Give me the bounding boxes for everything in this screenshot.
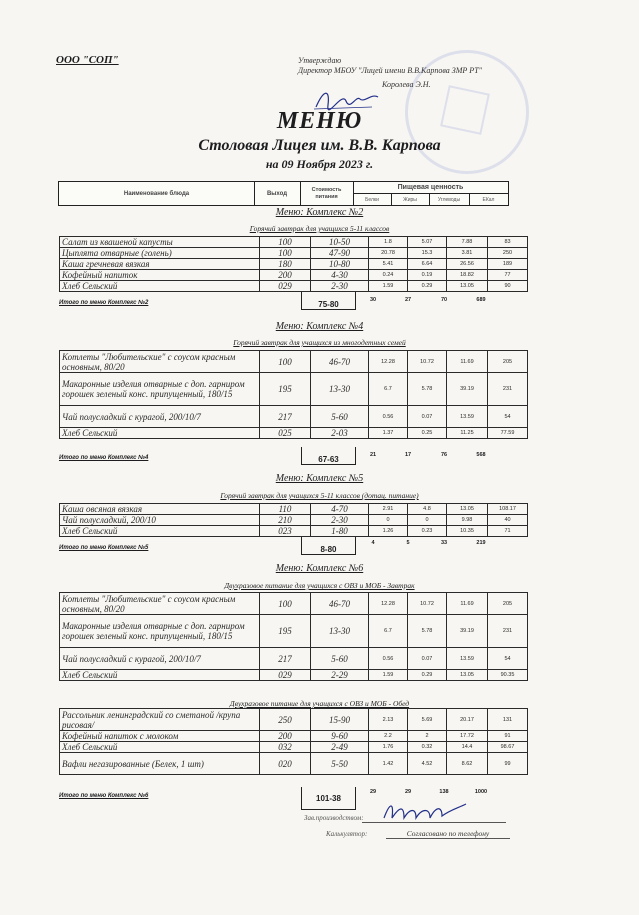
dish-proteins: 0.56 <box>369 648 408 670</box>
dish-fats: 5.69 <box>408 709 447 731</box>
production-head-signature <box>380 800 470 824</box>
total-carbs: 33 <box>440 540 448 546</box>
dish-output: 217 <box>260 648 311 670</box>
dish-kcal: 77 <box>488 270 528 281</box>
dish-fats: 0.29 <box>408 670 447 681</box>
dish-kcal: 108.17 <box>488 504 528 515</box>
table-row <box>60 259 528 270</box>
dish-name: Макаронные изделия отварные с доп. гарниром горошек зеленый конс. припущенный, 180/15 <box>60 615 260 648</box>
dish-proteins: 2.2 <box>369 731 408 742</box>
total-label: Итого по меню Комплекс №4 <box>59 455 149 461</box>
dish-price: 2-30 <box>311 281 369 292</box>
col-cost: Стоимость питания <box>300 182 354 205</box>
dish-output: 023 <box>260 526 311 537</box>
total-fats: 29 <box>404 789 412 795</box>
dish-price: 9-60 <box>311 731 369 742</box>
table-row <box>60 406 528 428</box>
section-subtitle: Горячий завтрак для учащихся 5-11 классов (дотац. питание) <box>220 491 419 500</box>
section-title: Меню: Комплекс №2 <box>275 207 364 218</box>
menu-table <box>59 503 528 537</box>
dish-output: 200 <box>260 270 311 281</box>
dish-price: 13-30 <box>311 373 369 406</box>
dish-name: Макаронные изделия отварные с доп. гарниром горошек зеленый конс. припущенный, 180/15 <box>60 373 260 406</box>
dish-carbs: 39.19 <box>447 373 488 406</box>
approval-position: Директор МБОУ "Лицей имени В.В.Карпова ЗМР РТ" <box>298 66 482 75</box>
dish-kcal: 250 <box>488 248 528 259</box>
menu-table <box>59 236 528 292</box>
dish-output: 100 <box>260 237 311 248</box>
dish-price: 5-60 <box>311 406 369 428</box>
total-proteins: 4 <box>371 540 375 546</box>
dish-fats: 10.72 <box>408 593 447 615</box>
total-carbs: 76 <box>440 452 448 458</box>
dish-name: Рассольник ленинградский со сметаной /крупа рисовая/ <box>60 709 260 731</box>
dish-kcal: 40 <box>488 515 528 526</box>
dish-name: Хлеб Сельский <box>60 670 260 681</box>
dish-fats: 6.64 <box>408 259 447 270</box>
dish-name: Чай полусладкий, 200/10 <box>60 515 260 526</box>
dish-output: 195 <box>260 373 311 406</box>
dish-proteins: 0 <box>369 515 408 526</box>
page-title: МЕНЮ <box>276 108 363 134</box>
table-row <box>60 526 528 537</box>
dish-carbs: 8.62 <box>447 753 488 775</box>
dish-fats: 0.19 <box>408 270 447 281</box>
dish-proteins: 1.26 <box>369 526 408 537</box>
dish-output: 100 <box>260 593 311 615</box>
section-subtitle: Двухразовое питание для учащихся с ОВЗ и МОБ - Завтрак <box>224 581 415 590</box>
total-kcal: 689 <box>476 297 486 303</box>
dish-price: 46-70 <box>311 593 369 615</box>
section-title: Меню: Комплекс №6 <box>275 563 364 574</box>
dish-fats: 0.25 <box>408 428 447 439</box>
dish-fats: 0.23 <box>408 526 447 537</box>
dish-name: Салат из квашеной капусты <box>60 237 260 248</box>
dish-price: 5-60 <box>311 648 369 670</box>
dish-fats: 0.07 <box>408 406 447 428</box>
dish-output: 020 <box>260 753 311 775</box>
dish-kcal: 54 <box>488 406 528 428</box>
table-row <box>60 373 528 406</box>
dish-kcal: 91 <box>488 731 528 742</box>
table-header <box>58 181 509 206</box>
col-nutrition: Пищевая ценность <box>353 182 508 194</box>
table-row <box>60 648 528 670</box>
table-row <box>60 504 528 515</box>
total-proteins: 29 <box>369 789 377 795</box>
dish-name: Кофейный напиток <box>60 270 260 281</box>
total-label: Итого по меню Комплекс №5 <box>59 545 149 551</box>
dish-kcal: 231 <box>488 615 528 648</box>
section-subtitle: Горячий завтрак для учащихся 5-11 классов <box>249 224 390 233</box>
dish-output: 250 <box>260 709 311 731</box>
table-row <box>60 351 528 373</box>
dish-fats: 0.07 <box>408 648 447 670</box>
dish-kcal: 90 <box>488 281 528 292</box>
dish-output: 217 <box>260 406 311 428</box>
total-price: 8-80 <box>301 537 356 555</box>
dish-fats: 2 <box>408 731 447 742</box>
dish-fats: 0.32 <box>408 742 447 753</box>
dish-proteins: 6.7 <box>369 373 408 406</box>
dish-output: 210 <box>260 515 311 526</box>
dish-proteins: 1.76 <box>369 742 408 753</box>
dish-name: Вафли негазированные (Белек, 1 шт) <box>60 753 260 775</box>
dish-price: 2-30 <box>311 515 369 526</box>
dish-price: 10-80 <box>311 259 369 270</box>
col-name: Наименование блюда <box>59 182 255 205</box>
section-title: Меню: Комплекс №4 <box>275 321 364 332</box>
section-subtitle: Горячий завтрак для учащихся из многодетных семей <box>233 338 406 347</box>
dish-carbs: 20.17 <box>447 709 488 731</box>
dish-carbs: 26.56 <box>447 259 488 270</box>
dish-output: 200 <box>260 731 311 742</box>
dish-name: Хлеб Сельский <box>60 742 260 753</box>
dish-carbs: 13.59 <box>447 406 488 428</box>
menu-table <box>59 350 528 439</box>
dish-price: 47-90 <box>311 248 369 259</box>
total-fats: 27 <box>404 297 412 303</box>
dish-output: 029 <box>260 670 311 681</box>
total-proteins: 30 <box>369 297 377 303</box>
dish-kcal: 205 <box>488 351 528 373</box>
dish-output: 110 <box>260 504 311 515</box>
dish-name: Хлеб Сельский <box>60 428 260 439</box>
total-label: Итого по меню Комплекс №2 <box>59 300 149 306</box>
col-kcal: ЕКал <box>482 196 495 203</box>
dish-proteins: 12.28 <box>369 351 408 373</box>
production-head-label: Зав.производством: <box>304 814 364 822</box>
dish-kcal: 77.59 <box>488 428 528 439</box>
dish-name: Чай полусладкий с курагой, 200/10/7 <box>60 648 260 670</box>
table-row <box>60 615 528 648</box>
dish-fats: 0.29 <box>408 281 447 292</box>
total-fats: 17 <box>404 452 412 458</box>
dish-kcal: 98.67 <box>488 742 528 753</box>
menu-table <box>59 592 528 681</box>
dish-carbs: 14.4 <box>447 742 488 753</box>
dish-fats: 4.52 <box>408 753 447 775</box>
calculator-value: Согласовано по телефону <box>386 829 510 839</box>
table-row <box>60 731 528 742</box>
menu-date: на 09 Ноября 2023 г. <box>265 157 374 171</box>
dish-name: Котлеты "Любительские" с соусом красным основным, 80/20 <box>60 351 260 373</box>
dish-carbs: 11.69 <box>447 593 488 615</box>
dish-fats: 15.3 <box>408 248 447 259</box>
section-subtitle-lunch: Двухразовое питание для учащихся с ОВЗ и МОБ - Обед <box>229 699 410 708</box>
dish-carbs: 13.05 <box>447 504 488 515</box>
table-row <box>60 753 528 775</box>
dish-proteins: 1.42 <box>369 753 408 775</box>
table-row <box>60 270 528 281</box>
table-row <box>60 281 528 292</box>
dish-proteins: 6.7 <box>369 615 408 648</box>
dish-kcal: 71 <box>488 526 528 537</box>
approval-signer: Королева Э.Н. <box>382 80 431 89</box>
dish-proteins: 2.13 <box>369 709 408 731</box>
dish-price: 2-49 <box>311 742 369 753</box>
total-kcal: 1000 <box>474 789 488 795</box>
dish-output: 100 <box>260 351 311 373</box>
dish-carbs: 9.98 <box>447 515 488 526</box>
table-row <box>60 428 528 439</box>
dish-name: Котлеты "Любительские" с соусом красным основным, 80/20 <box>60 593 260 615</box>
dish-carbs: 17.72 <box>447 731 488 742</box>
col-fats: Жиры <box>391 194 430 205</box>
dish-output: 100 <box>260 248 311 259</box>
total-label: Итого по меню Комплекс №6 <box>59 793 149 799</box>
table-row <box>60 237 528 248</box>
dish-carbs: 7.88 <box>447 237 488 248</box>
section-title: Меню: Комплекс №5 <box>275 473 364 484</box>
table-row <box>60 742 528 753</box>
dish-kcal: 54 <box>488 648 528 670</box>
canteen-name: Столовая Лицея им. В.В. Карпова <box>198 137 441 154</box>
dish-fats: 10.72 <box>408 351 447 373</box>
dish-carbs: 11.25 <box>447 428 488 439</box>
dish-name: Чай полусладкий с курагой, 200/10/7 <box>60 406 260 428</box>
col-output: Выход <box>254 182 301 205</box>
dish-fats: 5.78 <box>408 615 447 648</box>
col-proteins: Белки <box>353 194 392 205</box>
dish-kcal: 189 <box>488 259 528 270</box>
menu-table-lunch <box>59 708 528 775</box>
table-row <box>60 515 528 526</box>
dish-price: 5-50 <box>311 753 369 775</box>
total-price: 75-80 <box>301 292 356 310</box>
dish-carbs: 10.35 <box>447 526 488 537</box>
table-row <box>60 248 528 259</box>
dish-proteins: 0.24 <box>369 270 408 281</box>
dish-carbs: 39.19 <box>447 615 488 648</box>
dish-kcal: 131 <box>488 709 528 731</box>
dish-price: 2-29 <box>311 670 369 681</box>
dish-name: Каша гречневая вязкая <box>60 259 260 270</box>
dish-output: 029 <box>260 281 311 292</box>
dish-proteins: 1.59 <box>369 670 408 681</box>
dish-output: 032 <box>260 742 311 753</box>
total-price: 101-38 <box>301 787 356 810</box>
dish-fats: 5.07 <box>408 237 447 248</box>
total-price: 67-63 <box>301 447 356 465</box>
dish-proteins: 1.8 <box>369 237 408 248</box>
table-row <box>60 593 528 615</box>
dish-output: 180 <box>260 259 311 270</box>
total-kcal: 568 <box>476 452 486 458</box>
dish-price: 1-80 <box>311 526 369 537</box>
dish-price: 4-30 <box>311 270 369 281</box>
calculator-label: Калькулятор: <box>326 830 368 838</box>
dish-fats: 0 <box>408 515 447 526</box>
dish-price: 46-70 <box>311 351 369 373</box>
table-row <box>60 670 528 681</box>
dish-proteins: 0.56 <box>369 406 408 428</box>
dish-carbs: 3.81 <box>447 248 488 259</box>
dish-price: 10-50 <box>311 237 369 248</box>
dish-price: 13-30 <box>311 615 369 648</box>
dish-name: Кофейный напиток с молоком <box>60 731 260 742</box>
dish-price: 15-90 <box>311 709 369 731</box>
dish-name: Цыплята отварные (голень) <box>60 248 260 259</box>
dish-price: 4-70 <box>311 504 369 515</box>
dish-proteins: 1.59 <box>369 281 408 292</box>
total-carbs: 138 <box>439 789 449 795</box>
dish-fats: 5.78 <box>408 373 447 406</box>
total-kcal: 219 <box>476 540 486 546</box>
dish-proteins: 5.41 <box>369 259 408 270</box>
table-row <box>60 709 528 731</box>
dish-proteins: 20.78 <box>369 248 408 259</box>
dish-kcal: 90.35 <box>488 670 528 681</box>
dish-output: 195 <box>260 615 311 648</box>
dish-proteins: 12.28 <box>369 593 408 615</box>
dish-name: Хлеб Сельский <box>60 526 260 537</box>
dish-kcal: 231 <box>488 373 528 406</box>
dish-carbs: 13.05 <box>447 281 488 292</box>
dish-name: Каша овсяная вязкая <box>60 504 260 515</box>
dish-fats: 4.8 <box>408 504 447 515</box>
dish-carbs: 13.05 <box>447 670 488 681</box>
dish-proteins: 1.37 <box>369 428 408 439</box>
dish-carbs: 13.59 <box>447 648 488 670</box>
approval-heading: Утверждаю <box>298 56 342 65</box>
dish-kcal: 205 <box>488 593 528 615</box>
dish-carbs: 18.82 <box>447 270 488 281</box>
dish-proteins: 2.91 <box>369 504 408 515</box>
dish-kcal: 83 <box>488 237 528 248</box>
total-carbs: 70 <box>440 297 448 303</box>
col-carbs: Углеводы <box>429 194 470 205</box>
total-fats: 5 <box>406 540 410 546</box>
dish-name: Хлеб Сельский <box>60 281 260 292</box>
dish-carbs: 11.69 <box>447 351 488 373</box>
dish-price: 2-03 <box>311 428 369 439</box>
dish-output: 025 <box>260 428 311 439</box>
total-proteins: 21 <box>369 452 377 458</box>
organization-name: ООО "СОП" <box>56 54 119 66</box>
dish-kcal: 99 <box>488 753 528 775</box>
